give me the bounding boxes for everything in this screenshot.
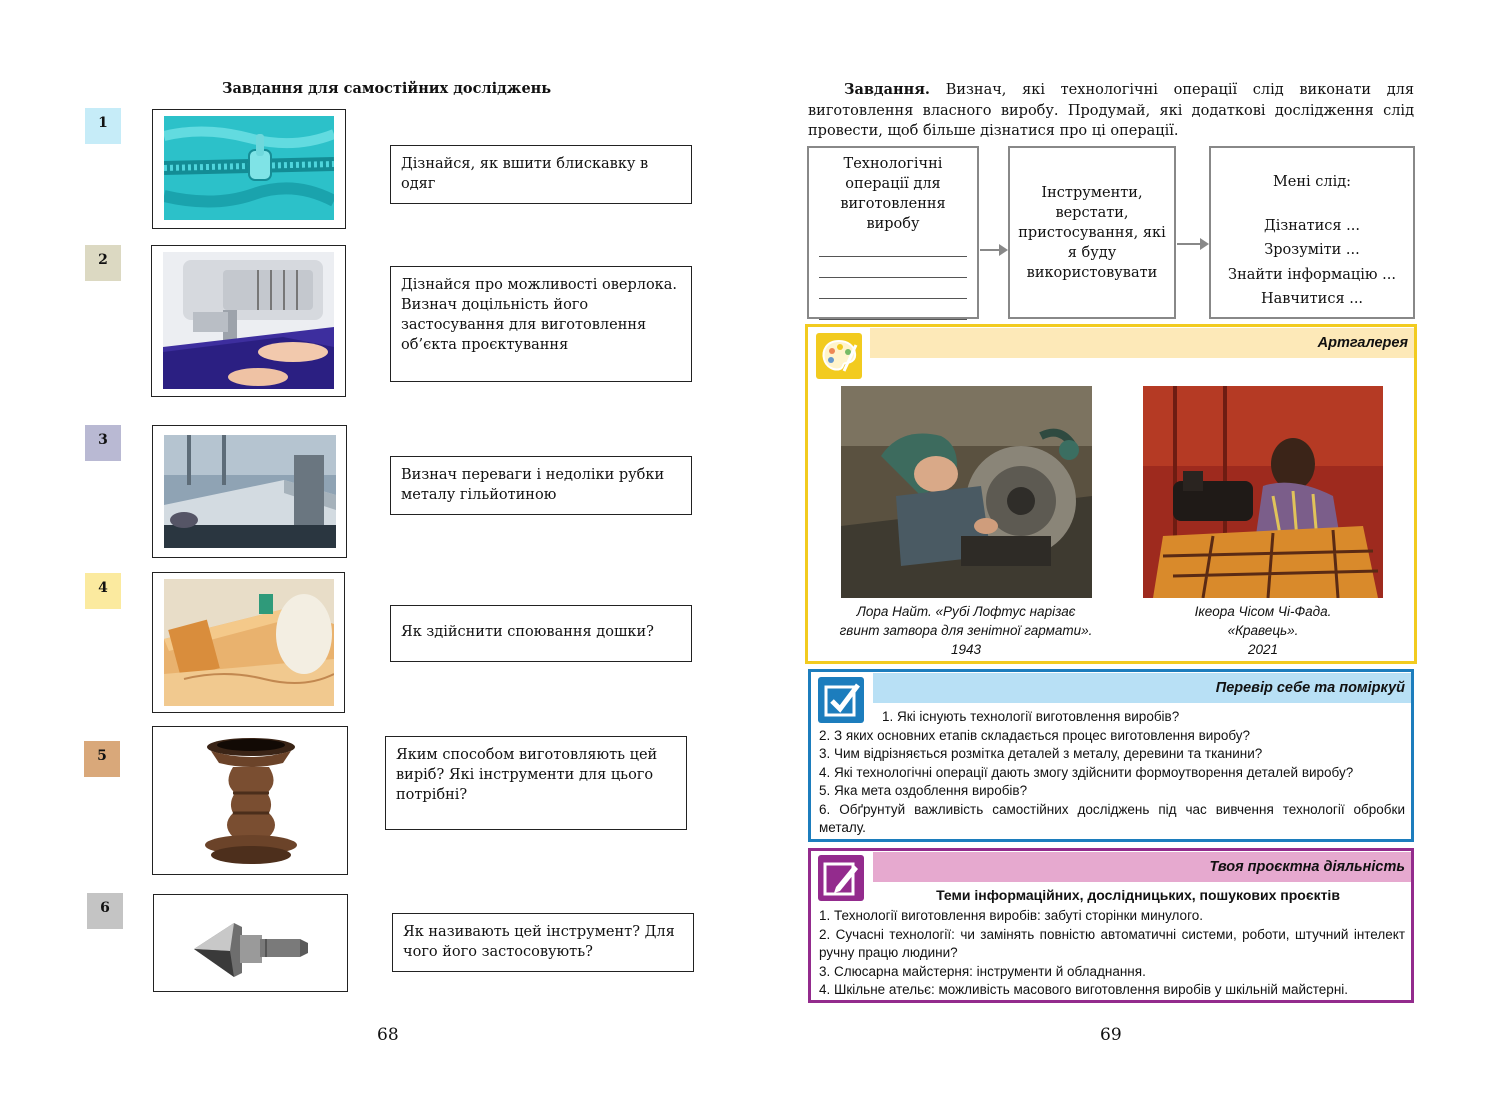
task-text-box: Яким способом виготовляють цей виріб? Які інструменти для цього потрібні? <box>385 736 687 830</box>
page-number: 69 <box>1100 1025 1122 1045</box>
blank-lines <box>809 256 977 320</box>
question-item: 6. Обґрунтуй важливість самостійних досліджень під час вивчення технології обробки металу. <box>819 801 1405 835</box>
question-item: 5. Яка мета оздоблення виробів? <box>819 783 1028 798</box>
caption-line: гвинт затвора для зенітної гармати». <box>839 623 1093 638</box>
painting-tailor <box>1143 386 1383 598</box>
painting-caption <box>810 602 1122 659</box>
pencil-icon <box>818 855 864 901</box>
wood-board-photo <box>152 572 345 713</box>
flow-box-plan-item: Навчитися ... <box>1260 291 1364 307</box>
flow-box-tools-label: Інструменти, верстати, пристосування, які я буду використовувати <box>1018 185 1166 281</box>
section-title: Завдання для самостійних досліджень <box>222 80 552 97</box>
task-intro-label: Завдання. <box>844 81 930 98</box>
flow-box-plan-title: Мені слід: <box>1272 174 1352 190</box>
project-topic-item: 4. Шкільне ательє: можливість масового виготовлення виробів у шкільній майстерні. <box>819 982 1349 997</box>
task-number-badge: 1 <box>85 108 121 144</box>
caption-line: «Кравець». <box>1227 623 1299 638</box>
palette-icon <box>816 333 862 379</box>
flow-box-plan-item: Зрозуміти ... <box>1264 242 1360 258</box>
flow-box-operations-label: Технологічні операції для виготовлення виробу <box>840 156 946 232</box>
countersink-bit-photo <box>153 894 348 992</box>
caption-line: 1943 <box>950 642 982 657</box>
flow-arrow <box>1177 243 1207 245</box>
art-gallery-header: Артгалерея <box>870 328 1414 358</box>
task-number-badge: 2 <box>85 245 121 281</box>
flow-box-plan <box>1209 146 1415 319</box>
project-topics-list <box>819 907 1405 1000</box>
task-text-box: Дізнайся, як вшити блискавку в одяг <box>390 145 692 204</box>
task-text-box: Визнач переваги і недоліки рубки металу гільйотиною <box>390 456 692 515</box>
questions-list <box>819 708 1405 838</box>
caption-line: Ікеора Чісом Чі-Фада. <box>1194 604 1332 619</box>
task-intro-text: Визнач, які технологічні операції слід виконати для виготовлення власного виробу. Продумай, які додаткові дослідження слід провести, щоб більше дізнатися про ці операції. <box>808 82 1414 139</box>
task-text-box: Як називають цей інструмент? Для чого його застосовують? <box>392 913 694 972</box>
flow-box-operations <box>807 146 979 319</box>
project-subtitle: Теми інформаційних, дослідницьких, пошукових проєктів <box>936 887 1340 903</box>
question-item: 3. Чим відрізняється розмітка деталей з металу, деревини та тканини? <box>819 746 1263 761</box>
flow-box-plan-item: Знайти інформацію ... <box>1228 266 1396 283</box>
caption-line: 2021 <box>1247 642 1279 657</box>
project-panel <box>808 848 1414 1003</box>
check-yourself-panel <box>808 669 1414 842</box>
task-number-badge: 4 <box>85 573 121 609</box>
project-topic-item: 2. Сучасні технології: чи замінять повністю автоматичні системи, роботи, штучний інтелект ручну працю людини? <box>819 926 1405 960</box>
painting-caption <box>1133 602 1393 659</box>
task-number-badge: 3 <box>85 425 121 461</box>
task-number-badge: 5 <box>84 741 120 777</box>
flow-box-tools <box>1008 146 1176 319</box>
task-text-box: Як здійснити споювання дошки? <box>390 605 692 662</box>
question-item: 4. Які технологічні операції дають змогу здійснити формоутворення деталей виробу? <box>819 764 1354 780</box>
caption-line: Лора Найт. «Рубі Лофтус нарізає <box>856 604 1076 619</box>
guillotine-photo <box>152 425 347 558</box>
art-gallery-panel <box>805 324 1417 664</box>
question-item: 2. З яких основних етапів складається процес виготовлення виробу? <box>819 727 1251 743</box>
page-number: 68 <box>377 1025 399 1045</box>
task-intro <box>808 80 1414 142</box>
project-header: Твоя проєктна діяльність <box>873 852 1411 882</box>
check-yourself-header: Перевір себе та поміркуй <box>873 673 1411 703</box>
flow-box-plan-item: Дізнатися ... <box>1263 217 1361 234</box>
zipper-photo <box>152 109 346 229</box>
project-topic-item: 3. Слюсарна майстерня: інструменти й обладнання. <box>819 963 1146 979</box>
flow-arrow <box>980 249 1006 251</box>
task-number-badge: 6 <box>87 893 123 929</box>
project-topic-item: 1. Технології виготовлення виробів: забуті сторінки минулого. <box>819 908 1203 923</box>
question-item: 1. Які існують технології виготовлення виробів? <box>882 709 1180 724</box>
overlock-photo <box>151 245 346 397</box>
task-text-box: Дізнайся про можливості оверлока. Визнач доцільність його застосування для виготовлення об’єкта проєктування <box>390 266 692 382</box>
painting-lathe-worker <box>841 386 1092 598</box>
wooden-candlestick-photo <box>152 726 348 875</box>
